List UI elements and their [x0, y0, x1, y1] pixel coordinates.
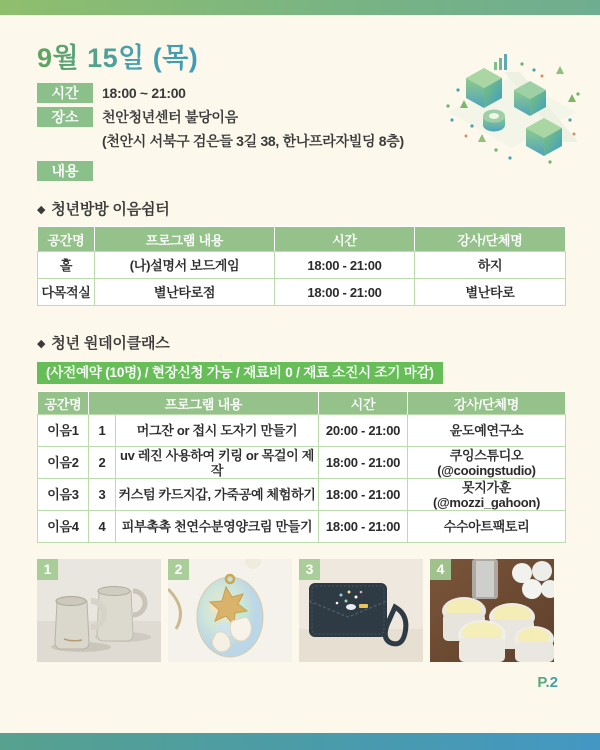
place-address: (천안시 서북구 검은들 3길 38, 한나프라자빌딩 8층)	[102, 133, 404, 149]
cell-number: 4	[89, 511, 116, 543]
page-title: 9월 15일 (목)	[37, 43, 199, 73]
time-value: 18:00 ~ 21:00	[102, 85, 186, 101]
cell-number: 3	[89, 479, 116, 511]
cell-space: 이음1	[38, 415, 89, 447]
cell-time: 18:00 - 21:00	[275, 252, 415, 279]
table-row	[38, 279, 566, 306]
event-info-list	[37, 83, 600, 181]
col-header-program: 프로그램 내용	[95, 227, 275, 252]
table-header-row	[38, 227, 566, 252]
leather-card-wallet-photo	[299, 559, 423, 662]
place-value: 천안청년센터 불당이음	[102, 109, 238, 125]
section-rest-shelter	[37, 201, 600, 306]
natural-cream-jars-photo	[430, 559, 554, 662]
cell-program: 머그잔 or 접시 도자기 만들기	[116, 415, 319, 447]
cell-instructor	[408, 415, 566, 447]
cell-instructor	[408, 479, 566, 511]
cell-program: 커스텀 카드지갑, 가죽공예 체험하기	[116, 479, 319, 511]
instructor-name: 수수아트팩토리	[443, 519, 530, 534]
table-row	[38, 511, 566, 543]
instructor-name: 윤도예연구소	[449, 423, 524, 438]
cell-space: 이음4	[38, 511, 89, 543]
place-label-badge: 장소	[37, 107, 93, 127]
col-header-time: 시간	[275, 227, 415, 252]
cell-time: 18:00 - 21:00	[319, 511, 408, 543]
photo-number-badge: 4	[430, 559, 451, 580]
cell-program: 피부촉촉 천연수분영양크림 만들기	[116, 511, 319, 543]
instructor-handle: (@mozzi_gahoon)	[432, 494, 541, 510]
cell-space: 다목적실	[38, 279, 95, 306]
section-title-2	[37, 335, 600, 353]
cell-time: 20:00 - 21:00	[319, 415, 408, 447]
table-row	[38, 415, 566, 447]
section-title-2-text: 청년 원데이클래스	[51, 335, 170, 352]
cell-space: 이음3	[38, 479, 89, 511]
time-label-badge: 시간	[37, 83, 93, 103]
col-header-space: 공간명	[38, 227, 95, 252]
col-header-time: 시간	[319, 392, 408, 415]
section-title-1-text: 청년방방 이음쉼터	[51, 201, 170, 218]
diamond-icon: ◆	[37, 204, 46, 216]
info-row-place	[37, 107, 600, 127]
table-row	[38, 252, 566, 279]
cell-time: 18:00 - 21:00	[319, 447, 408, 479]
photo-number-badge: 3	[299, 559, 320, 580]
ceramic-mugs-photo	[37, 559, 161, 662]
instructor-name: 쿠잉스튜디오	[449, 447, 524, 463]
cell-instructor: 별난타로	[415, 279, 566, 306]
cell-number: 1	[89, 415, 116, 447]
col-header-program: 프로그램 내용	[89, 392, 319, 415]
info-row-time	[37, 83, 600, 103]
info-row-content	[37, 161, 600, 181]
cell-time: 18:00 - 21:00	[275, 279, 415, 306]
rest-shelter-table	[37, 226, 566, 306]
cell-program: 별난타로점	[95, 279, 275, 306]
table-row	[38, 447, 566, 479]
cell-space: 홀	[38, 252, 95, 279]
cell-program: (나)설명서 보드게임	[95, 252, 275, 279]
col-header-instructor: 강사/단체명	[415, 227, 566, 252]
photo-number-badge: 2	[168, 559, 189, 580]
section-oneday-class	[37, 335, 600, 543]
content-label-badge: 내용	[37, 161, 93, 181]
reservation-notice-bar: (사전예약 (10명) / 현장신청 가능 / 재료비 0 / 재료 소진시 조기 마감)	[37, 362, 443, 384]
cell-program: uv 레진 사용하여 키링 or 목걸이 제작	[116, 447, 319, 479]
cell-number: 2	[89, 447, 116, 479]
footer-gradient-bar	[0, 733, 600, 750]
instructor-handle: (@cooingstudio)	[437, 462, 536, 478]
photo-number-badge: 1	[37, 559, 58, 580]
diamond-icon: ◆	[37, 338, 46, 350]
col-header-instructor: 강사/단체명	[408, 392, 566, 415]
instructor-name: 못지가훈	[461, 479, 512, 495]
table-row	[38, 479, 566, 511]
col-header-space: 공간명	[38, 392, 89, 415]
cell-instructor	[408, 447, 566, 479]
program-photos-row	[37, 559, 565, 662]
section-title-1	[37, 201, 600, 219]
cell-space: 이음2	[38, 447, 89, 479]
oneday-class-table	[37, 391, 566, 543]
resin-shell-pendant-photo	[168, 559, 292, 662]
page-number: P.2	[537, 674, 558, 691]
cell-time: 18:00 - 21:00	[319, 479, 408, 511]
cell-instructor	[408, 511, 566, 543]
table-header-row	[38, 392, 566, 415]
cell-instructor: 하지	[415, 252, 566, 279]
